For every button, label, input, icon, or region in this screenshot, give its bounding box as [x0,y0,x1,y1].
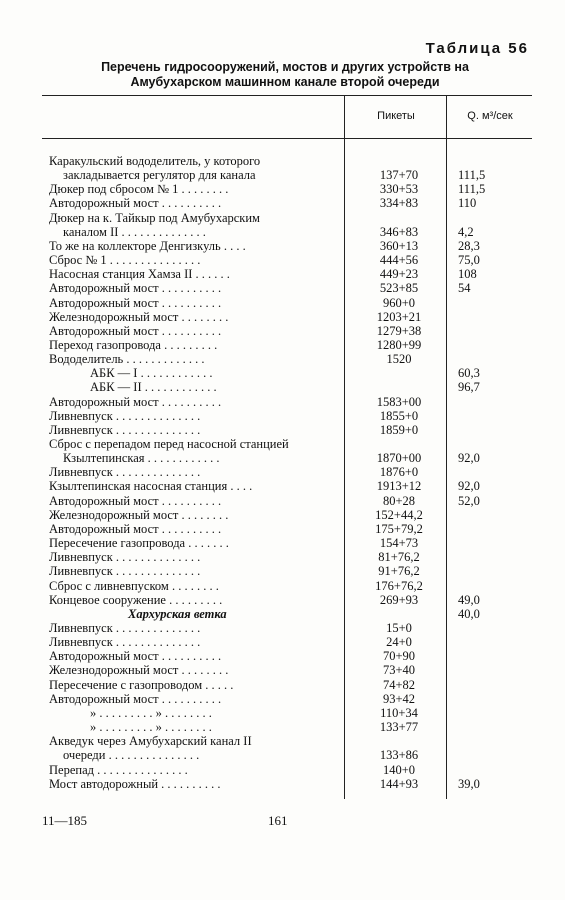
table-row [0,168,565,182]
table-row [0,437,565,451]
row-picket: 1279+38 [376,323,422,338]
table-row [0,522,565,536]
row-picket: 154+73 [379,536,419,550]
table-row [0,154,565,168]
row-picket: 1855+0 [379,408,419,423]
row-name: Сброс с ливневпуском . . . . . . . . [49,578,219,593]
row-picket: 15+0 [386,621,412,635]
row-picket: 1870+00 [376,451,422,466]
row-picket: 110+34 [380,705,418,720]
table-row [0,777,565,791]
row-picket: 152+44,2 [375,507,423,522]
table-row [0,593,565,607]
table-row [0,579,565,593]
header-top-rule [42,95,532,96]
row-picket: 144+93 [379,776,419,791]
table-row [0,479,565,493]
row-name: Сброс № 1 . . . . . . . . . . . . . . . [49,253,201,268]
row-picket: 960+0 [382,295,416,310]
table-row [0,494,565,508]
row-picket: 93+42 [382,691,416,706]
row-discharge: 52,0 [458,493,480,508]
row-picket: 330+53 [379,182,419,197]
row-picket: 1583+00 [376,394,422,409]
row-name: Переход газопровода . . . . . . . . . [49,338,218,352]
row-discharge: 96,7 [458,380,480,395]
row-name: Хархурская ветка [128,606,227,621]
row-name: Кзылтепинская насосная станция . . . . [49,479,253,494]
row-picket: 334+83 [379,196,419,211]
row-name: Железнодорожный мост . . . . . . . . [49,663,229,678]
table-title-line-1: Перечень гидросооружений, мостов и других устройств на [101,60,469,74]
row-picket: 269+93 [379,592,419,607]
row-name: » . . . . . . . . . » . . . . . . . . [90,705,212,720]
row-picket: 1876+0 [379,465,419,480]
row-picket: 80+28 [382,493,416,508]
table-row [0,338,565,352]
row-name: Автодорожный мост . . . . . . . . . . [49,493,222,508]
row-discharge: 40,0 [458,606,480,621]
row-picket: 133+77 [379,720,419,734]
row-discharge: 108 [458,267,477,282]
row-name: Ливневпуск . . . . . . . . . . . . . . [49,550,201,565]
row-name: Насосная станция Хамза II . . . . . . [49,267,230,282]
table-row [0,409,565,423]
row-name: То же на коллекторе Денгизкуль . . . . [49,238,246,253]
row-discharge: 49,0 [458,592,480,607]
row-name: Автодорожный мост . . . . . . . . . . [49,281,222,296]
row-picket: 444+56 [379,253,419,268]
row-name: Автодорожный мост . . . . . . . . . . [49,196,222,211]
row-picket: 91+76,2 [378,564,420,579]
row-discharge: 92,0 [458,479,480,494]
column-header-q: Q. м³/сек [467,110,513,122]
row-name: Железнодорожный мост . . . . . . . . [49,507,229,522]
row-name: Пересечение газопровода . . . . . . . [49,536,229,550]
row-picket: 175+79,2 [375,521,423,536]
row-picket: 70+90 [382,649,416,664]
row-name: Ливневпуск . . . . . . . . . . . . . . [49,422,201,437]
row-picket: 1203+21 [376,309,422,324]
row-picket: 1913+12 [376,479,422,494]
row-name: АБК — I . . . . . . . . . . . . [90,366,213,381]
row-name: Автодорожный мост . . . . . . . . . . [49,323,222,338]
row-discharge: 54 [458,281,471,296]
table-row [0,564,565,578]
table-row [0,225,565,239]
table-row [0,720,565,734]
table-row [0,380,565,394]
row-discharge: 111,5 [458,182,486,197]
header-bottom-rule [42,138,532,139]
row-picket: 1520 [386,352,412,367]
page-number: 161 [268,813,288,828]
row-name: Автодорожный мост . . . . . . . . . . [49,691,222,706]
row-name: Ливневпуск . . . . . . . . . . . . . . [49,564,201,579]
table-row [0,734,565,748]
row-discharge: 75,0 [458,253,480,268]
table-row [0,706,565,720]
row-name: Кзылтепинская . . . . . . . . . . . . [63,451,220,466]
row-picket: 73+40 [382,663,416,678]
row-picket: 133+86 [379,748,419,763]
table-row [0,465,565,479]
row-picket: 176+76,2 [375,578,423,593]
row-picket: 523+85 [379,281,419,296]
table-row [0,678,565,692]
table-title-line-2: Амубухарском машинном канале второй очереди [130,75,440,89]
table-number: Таблица 56 [425,40,529,57]
row-name: закладывается регулятор для канала [63,168,256,183]
table-row [0,267,565,281]
table-row [0,621,565,635]
table-row [0,182,565,196]
row-name: Ливневпуск . . . . . . . . . . . . . . [49,465,201,480]
table-row [0,253,565,267]
table-row [0,310,565,324]
row-discharge: 4,2 [458,224,474,239]
row-name: » . . . . . . . . . » . . . . . . . . [90,720,212,734]
row-name: Ливневпуск . . . . . . . . . . . . . . [49,635,201,650]
row-name: Концевое сооружение . . . . . . . . . [49,592,223,607]
row-name: очереди . . . . . . . . . . . . . . . [63,748,200,763]
table-row [0,395,565,409]
row-name: Каракульский вододелитель, у которого [49,154,261,168]
row-picket: 360+13 [379,238,419,253]
table-row [0,607,565,621]
row-picket: 449+23 [379,267,419,282]
row-name: Железнодорожный мост . . . . . . . . [49,309,229,324]
row-discharge: 60,3 [458,366,480,381]
table-row [0,423,565,437]
row-name: Автодорожный мост . . . . . . . . . . [49,295,222,310]
row-picket: 1859+0 [379,422,419,437]
row-name: Ливневпуск . . . . . . . . . . . . . . [49,621,201,635]
table-row [0,748,565,762]
table-row [0,296,565,310]
table-row [0,451,565,465]
table-row [0,692,565,706]
row-name: Автодорожный мост . . . . . . . . . . [49,521,222,536]
row-picket: 74+82 [382,677,416,692]
row-name: Вододелитель . . . . . . . . . . . . . [49,352,205,367]
row-name: Ливневпуск . . . . . . . . . . . . . . [49,408,201,423]
row-name: Перепад . . . . . . . . . . . . . . . [49,762,188,777]
row-name: Дюкер на к. Тайкыр под Амубухарским [49,210,260,225]
row-picket: 24+0 [386,635,412,650]
row-name: Мост автодорожный . . . . . . . . . . [49,776,221,791]
row-picket: 81+76,2 [378,550,420,565]
row-picket: 1280+99 [376,338,422,352]
table-row [0,508,565,522]
row-picket: 137+70 [379,168,419,183]
row-discharge: 110 [458,196,477,211]
table-row [0,649,565,663]
row-name: Дюкер под сбросом № 1 . . . . . . . . [49,182,229,197]
table-row [0,196,565,210]
table-row [0,635,565,649]
table-row [0,281,565,295]
row-discharge: 92,0 [458,451,480,466]
signature-mark: 11—185 [42,813,88,828]
table-row [0,324,565,338]
row-picket: 346+83 [379,224,419,239]
table-row [0,763,565,777]
column-header-picket: Пикеты [377,110,415,122]
table-row [0,211,565,225]
row-discharge: 111,5 [458,168,486,183]
table-row [0,663,565,677]
table-row [0,550,565,564]
row-name: каналом II . . . . . . . . . . . . . . [63,224,206,239]
table-row [0,352,565,366]
table-row [0,239,565,253]
row-name: Сброс с перепадом перед насосной станцией [49,437,289,451]
row-name: Автодорожный мост . . . . . . . . . . [49,394,222,409]
row-name: АБК — II . . . . . . . . . . . . [90,380,217,395]
row-name: Акведук через Амубухарский канал II [49,734,252,749]
row-picket: 140+0 [382,762,416,777]
row-discharge: 39,0 [458,776,480,791]
row-name: Пересечение с газопроводом . . . . . [49,677,234,692]
row-discharge: 28,3 [458,238,480,253]
table-row [0,366,565,380]
row-name: Автодорожный мост . . . . . . . . . . [49,649,222,664]
table-row [0,536,565,550]
